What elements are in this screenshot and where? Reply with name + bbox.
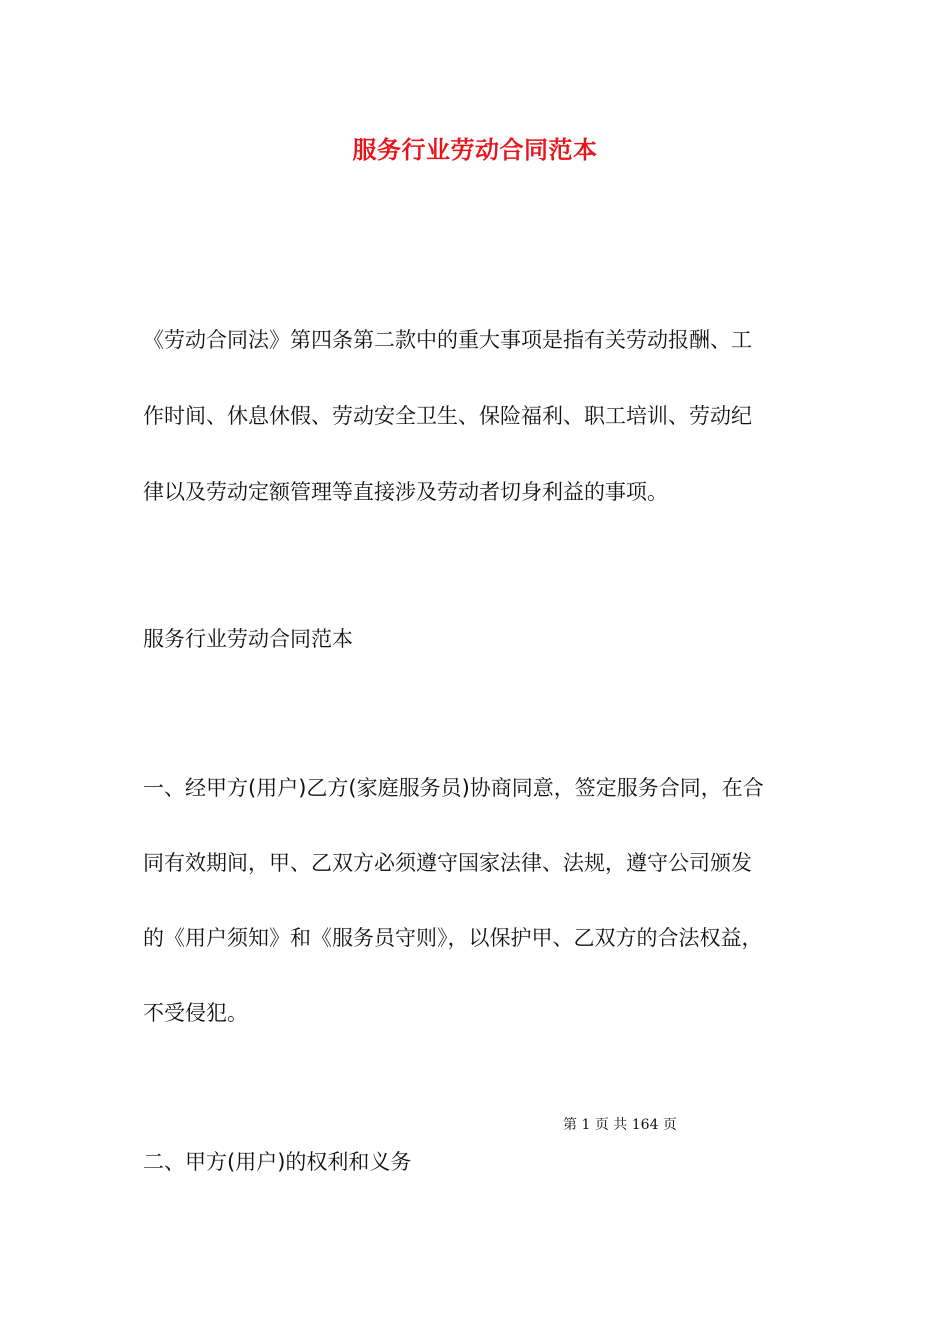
page-footer: 第 1 页 共 164 页 — [563, 1117, 677, 1133]
document-title: 服务行业劳动合同范本 — [352, 136, 598, 164]
section1-line-4: 不受侵犯。 — [143, 1001, 248, 1025]
intro-line-2: 作时间、休息休假、劳动安全卫生、保险福利、职工培训、劳动纪 — [143, 404, 752, 428]
intro-line-1: 《劳动合同法》第四条第二款中的重大事项是指有关劳动报酬、工 — [143, 328, 752, 352]
section2-heading: 二、甲方(用户)的权利和义务 — [143, 1150, 412, 1174]
intro-line-3: 律以及劳动定额管理等直接涉及劳动者切身利益的事项。 — [143, 480, 668, 504]
section1-line-3: 的《用户须知》和《服务员守则》，以保护甲、乙双方的合法权益， — [143, 926, 763, 950]
section1-line-1: 一、经甲方(用户)乙方(家庭服务员)协商同意，签定服务合同，在合 — [143, 776, 764, 800]
section1-line-2: 同有效期间，甲、乙双方必须遵守国家法律、法规，遵守公司颁发 — [143, 851, 752, 875]
subtitle: 服务行业劳动合同范本 — [143, 627, 353, 651]
